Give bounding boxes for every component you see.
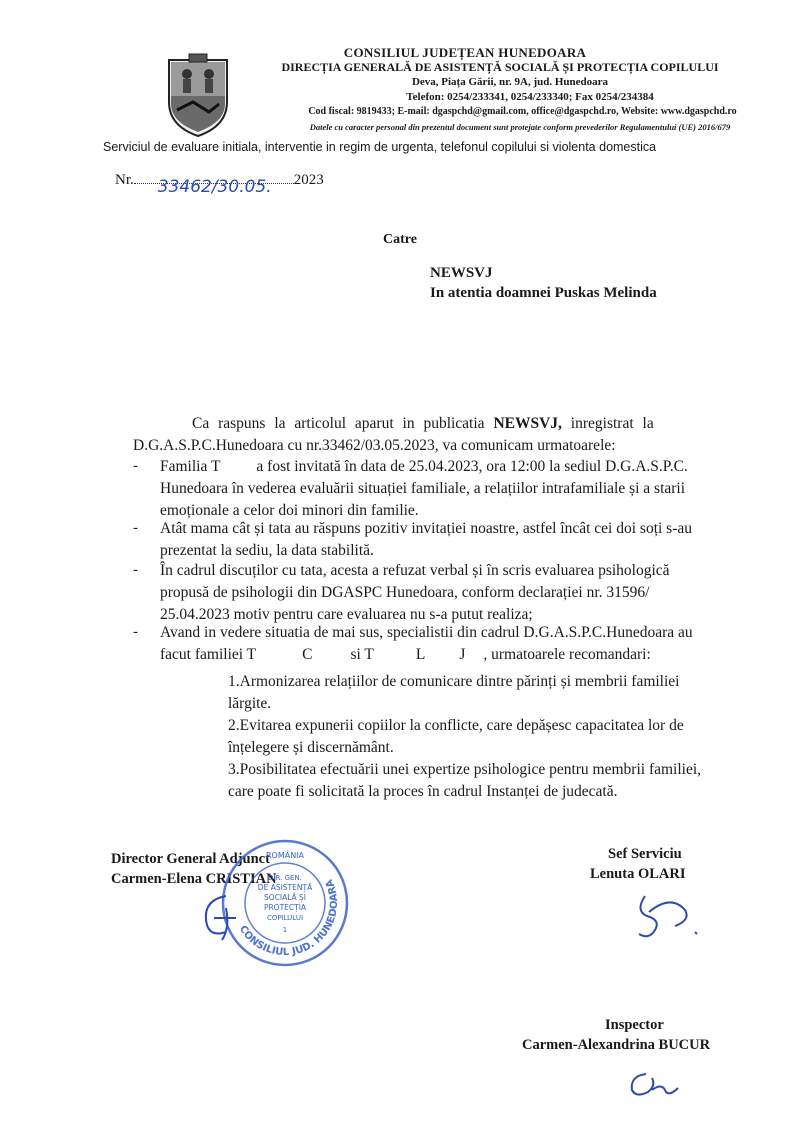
recommendation-1-line1: 1.Armonizarea relațiilor de comunicare dintre părinți și membrii familiei xyxy=(228,673,680,690)
coat-of-arms-icon xyxy=(163,52,233,138)
header-dept: DIRECȚIA GENERALĂ DE ASISTENȚĂ SOCIALĂ ȘI PROTECȚIA COPILULUI xyxy=(281,60,719,74)
stamp-ring-text: CONSILIUL JUD. HUNEDOARA xyxy=(236,877,341,959)
header-org: CONSILIUL JUDEȚEAN HUNEDOARA xyxy=(343,45,587,60)
chief-title: Sef Serviciu xyxy=(608,846,682,862)
bullet1-line1: Familia T a fost invitată în data de 25.04.2023, ora 12:00 la sediul D.G.A.S.P.C. xyxy=(160,458,688,475)
reg-year: 2023 xyxy=(293,172,324,188)
stamp-inner-4: PROTECȚIA xyxy=(263,903,307,912)
reg-handwritten: 33462/30.05. xyxy=(157,177,272,197)
header-address: Deva, Piața Gării, nr. 9A, jud. Hunedoara xyxy=(411,76,609,88)
registration-number xyxy=(115,172,324,197)
bullet4-line2: facut familiei T C si T L J , urmatoarele recomandari: xyxy=(160,646,651,663)
stamp-inner-5: COPILULUI xyxy=(266,914,304,922)
reg-prefix: Nr. xyxy=(115,172,134,188)
bullet2-line2: prezentat la sediu, la data stabilită. xyxy=(160,542,374,559)
director-signature xyxy=(196,888,256,948)
recommendation-3-line2: care poate fi solicitată la proces în cadrul Instanței de judecată. xyxy=(228,783,618,800)
header-gdpr: Datele cu caracter personal din prezentul document sunt protejate conform prevederilor Regulamentului (UE) 2016/679 xyxy=(309,122,731,132)
recommendation-2-line2: înțelegere și discernământ. xyxy=(228,739,394,756)
reg-dots xyxy=(134,177,294,197)
bullet-dash: - xyxy=(133,562,138,578)
recommendation-2-line1: 2.Evitarea expunerii copiilor la conflicte, care depășesc capacitatea lor de xyxy=(228,717,684,734)
stamp-inner-1: DIR. GEN. xyxy=(268,874,302,882)
bullet2-line1: Atât mama cât și tata au răspuns pozitiv invitației noastre, astfel încât cei doi soți s-au xyxy=(160,520,693,537)
to-label: Catre xyxy=(383,232,417,247)
bullet3-line1: În cadrul discuților cu tata, acesta a refuzat verbal și în scris evaluarea psihologică xyxy=(160,562,670,579)
stamp-inner-6: 1 xyxy=(282,926,288,934)
director-name: Carmen-Elena CRISTIAN xyxy=(111,871,277,887)
chief-name: Lenuta OLARI xyxy=(590,866,686,882)
paragraph-intro-line2: D.G.A.S.P.C.Hunedoara cu nr.33462/03.05.2023, va comunicam urmatoarele: xyxy=(133,437,616,454)
inspector-title: Inspector xyxy=(605,1017,664,1033)
recommendation-3-line1: 3.Posibilitatea efectuării unei expertize psihologice pentru membrii familiei, xyxy=(228,761,702,778)
bullet3-line3: 25.04.2023 motiv pentru care evaluarea nu s-a putut realiza; xyxy=(160,606,533,623)
recommendation-1-line2: lărgite. xyxy=(228,695,272,712)
inspector-signature xyxy=(622,1062,692,1102)
publication-name: NEWSVJ, xyxy=(493,415,562,432)
stamp-top: ROMÂNIA xyxy=(265,851,305,860)
bullet3-line2: propusă de psihologii din DGASPC Hunedoara, conform declarației nr. 31596/ xyxy=(160,584,650,601)
bullet4-line1: Avand in vedere situatia de mai sus, specialistii din cadrul D.G.A.S.P.C.Hunedoara au xyxy=(160,624,693,641)
header-phone: Telefon: 0254/233341, 0254/233340; Fax 0254/234384 xyxy=(406,91,654,103)
stamp-inner-2: DE ASISTENȚĂ xyxy=(257,883,313,892)
chief-signature xyxy=(625,886,715,946)
director-title: Director General Adjunct xyxy=(111,851,270,867)
bullet1-line3: emoționale a celor doi minori din familie. xyxy=(160,502,419,519)
bullet-dash: - xyxy=(133,520,138,536)
recipient-attention: In atentia doamnei Puskas Melinda xyxy=(430,285,657,301)
stamp-inner-3: SOCIALĂ ȘI xyxy=(264,893,306,902)
bullet-dash: - xyxy=(133,624,138,640)
header-fiscal: Cod fiscal: 9819433; E-mail: dgaspchd@gmail.com, office@dgaspchd.ro, Website: www.dgaspchd.ro xyxy=(308,106,737,117)
bullet1-line2: Hunedoara în vederea evaluării situației familiale, a relațiilor intrafamiliale și a starii xyxy=(160,480,686,497)
inspector-name: Carmen-Alexandrina BUCUR xyxy=(522,1037,711,1053)
paragraph-intro-line1: Ca raspuns la articolul aparut in publicatia NEWSVJ, inregistrat la xyxy=(192,415,654,432)
recipient-name: NEWSVJ xyxy=(430,265,493,281)
service-line: Serviciul de evaluare initiala, interventie in regim de urgenta, telefonul copilului si violenta domestica xyxy=(103,140,657,154)
bullet-dash: - xyxy=(133,458,138,474)
